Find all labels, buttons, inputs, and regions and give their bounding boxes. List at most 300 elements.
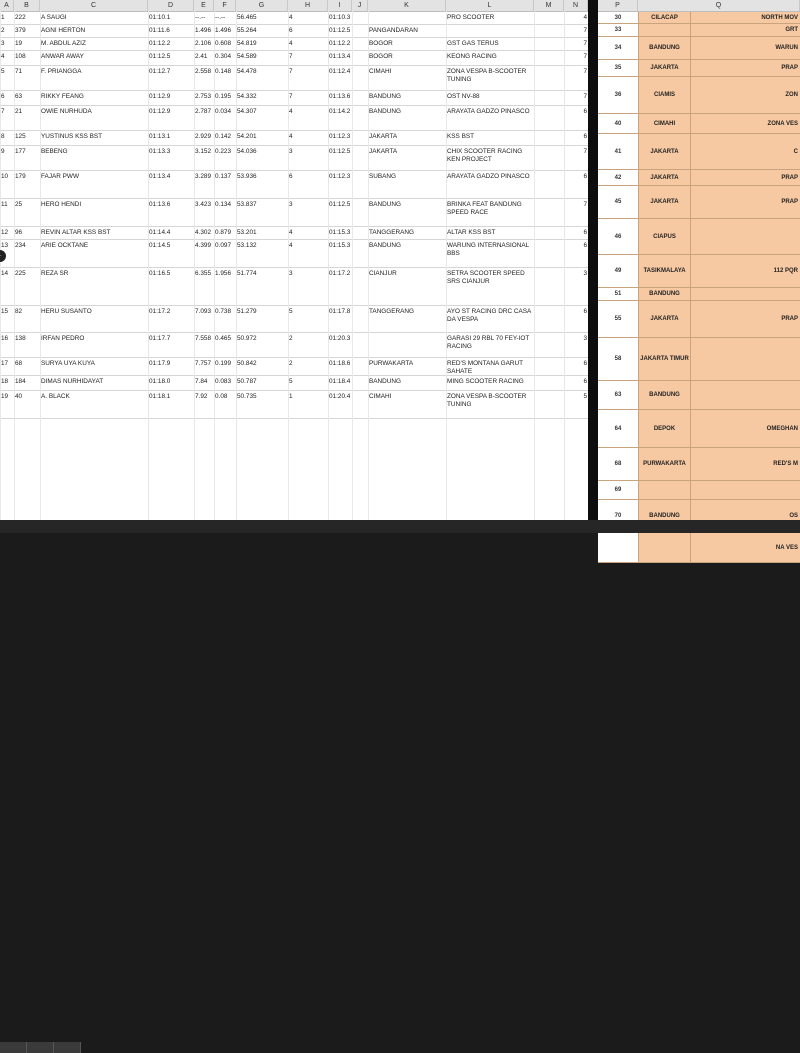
right-cell-r[interactable]	[690, 288, 800, 300]
cell-k[interactable]: JAKARTA	[369, 148, 398, 155]
right-cell-q[interactable]: CIAMIS	[638, 77, 690, 113]
cell-l[interactable]: SETRA SCOOTER SPEED SRS CIANJUR	[447, 270, 525, 285]
cell-a[interactable]: 2	[1, 27, 5, 34]
cell-a[interactable]: 19	[1, 393, 9, 400]
cell-n[interactable]: 6	[583, 173, 587, 180]
cell-b[interactable]: 125	[15, 133, 26, 140]
cell-f[interactable]: 0.142	[215, 133, 231, 140]
cell-g[interactable]: 50.735	[237, 393, 257, 400]
cell-l[interactable]: KEONG RACING	[447, 53, 497, 60]
cell-l[interactable]: ZONA VESPA B-SCOOTER TUNING	[447, 393, 527, 408]
right-cell-p[interactable]: 34	[598, 37, 638, 59]
right-cell-q[interactable]: BANDUNG	[638, 288, 690, 300]
cell-c[interactable]: ANWAR AWAY	[41, 53, 84, 60]
cell-f[interactable]: 0.738	[215, 308, 231, 315]
cell-g[interactable]: 54.307	[237, 108, 257, 115]
cell-g[interactable]: 50.972	[237, 335, 257, 342]
column-header-c[interactable]: C	[40, 0, 148, 11]
cell-a[interactable]: 5	[1, 68, 5, 75]
right-cell-q[interactable]: PURWAKARTA	[638, 448, 690, 480]
column-header-i[interactable]: I	[328, 0, 352, 11]
cell-l[interactable]: ALTAR KSS BST	[447, 229, 496, 236]
right-cell-q[interactable]: JAKARTA	[638, 60, 690, 76]
cell-h[interactable]: 6	[289, 173, 293, 180]
table-row[interactable]	[598, 60, 800, 77]
right-cell-r[interactable]: ZONA VES	[690, 114, 800, 133]
cell-g[interactable]: 50.842	[237, 360, 257, 367]
right-cell-r[interactable]	[690, 481, 800, 499]
cell-h[interactable]: 3	[289, 148, 293, 155]
cell-f[interactable]: 0.304	[215, 53, 231, 60]
right-cell-q[interactable]: BANDUNG	[638, 381, 690, 409]
cell-l[interactable]: KSS BST	[447, 133, 474, 140]
cell-n[interactable]: 7	[583, 40, 587, 47]
cell-i[interactable]: 01:13.6	[329, 93, 351, 100]
cell-e[interactable]: 2.41	[195, 53, 208, 60]
cell-h[interactable]: 4	[289, 14, 293, 21]
cell-f[interactable]: 0.134	[215, 201, 231, 208]
cell-d[interactable]: 01:12.5	[149, 53, 171, 60]
cell-k[interactable]	[369, 333, 445, 358]
cell-g[interactable]: 54.036	[237, 148, 257, 155]
right-cell-r[interactable]	[690, 381, 800, 409]
cell-b[interactable]: 21	[15, 108, 23, 115]
cell-d[interactable]: 01:13.6	[149, 201, 171, 208]
table-row[interactable]	[598, 134, 800, 170]
column-header-n[interactable]: N	[564, 0, 588, 11]
cell-l[interactable]: ARAYATA GADZO PINASCO	[447, 173, 530, 180]
cell-a[interactable]: 16	[1, 335, 9, 342]
cell-e[interactable]: 3.152	[195, 148, 211, 155]
table-row[interactable]	[0, 106, 588, 131]
cell-k[interactable]: BANDUNG	[369, 201, 401, 208]
cell-k[interactable]: BOGOR	[369, 40, 393, 47]
cell-n[interactable]: 7	[583, 201, 587, 208]
cell-b[interactable]: 225	[15, 270, 26, 277]
cell-d[interactable]: 01:12.9	[149, 108, 171, 115]
cell-b[interactable]: 82	[15, 308, 23, 315]
cell-d[interactable]: 01:17.7	[149, 335, 171, 342]
cell-l[interactable]: GST GAS TERUS	[447, 40, 499, 47]
cell-h[interactable]: 1	[289, 393, 293, 400]
table-row[interactable]	[0, 376, 588, 391]
right-cell-q[interactable]	[638, 481, 690, 499]
column-header-e[interactable]: E	[194, 0, 214, 11]
right-cell-r[interactable]: NORTH MOV	[690, 12, 800, 23]
cell-i[interactable]: 01:12.2	[329, 40, 351, 47]
cell-c[interactable]: YUSTINUS KSS BST	[41, 133, 103, 140]
cell-h[interactable]: 7	[289, 93, 293, 100]
window-divider[interactable]	[588, 0, 598, 520]
cell-g[interactable]: 50.787	[237, 378, 257, 385]
cell-f[interactable]: 0.034	[215, 108, 231, 115]
cell-g[interactable]: 51.774	[237, 270, 257, 277]
right-cell-p[interactable]: 63	[598, 381, 638, 409]
right-cell-q[interactable]	[638, 24, 690, 36]
cell-i[interactable]: 01:20.3	[329, 335, 351, 342]
table-row[interactable]	[0, 66, 588, 91]
right-cell-p[interactable]	[598, 533, 638, 562]
cell-b[interactable]: 184	[15, 378, 26, 385]
cell-i[interactable]: 01:18.4	[329, 378, 351, 385]
table-row[interactable]	[0, 199, 588, 227]
cell-e[interactable]: 2.787	[195, 108, 211, 115]
cell-i[interactable]: 01:15.3	[329, 229, 351, 236]
table-row[interactable]	[0, 391, 588, 419]
right-cell-r[interactable]: RED'S M	[690, 448, 800, 480]
cell-e[interactable]: 7.84	[195, 378, 208, 385]
cell-f[interactable]: 0.199	[215, 360, 231, 367]
cell-g[interactable]: 53.936	[237, 173, 257, 180]
right-cell-p[interactable]: 45	[598, 186, 638, 218]
cell-n[interactable]: 3	[583, 270, 587, 277]
cell-c[interactable]: A. BLACK	[41, 393, 70, 400]
cell-h[interactable]: 7	[289, 68, 293, 75]
cell-n[interactable]: 7	[583, 93, 587, 100]
cell-a[interactable]: 6	[1, 93, 5, 100]
right-cell-p[interactable]: 41	[598, 134, 638, 169]
table-row[interactable]	[598, 381, 800, 410]
table-row[interactable]	[598, 288, 800, 301]
table-row[interactable]	[0, 240, 588, 268]
cell-e[interactable]: 2.929	[195, 133, 211, 140]
cell-a[interactable]: 10	[1, 173, 9, 180]
cell-l[interactable]: PRO SCOOTER	[447, 14, 495, 21]
right-cell-r[interactable]: GRT	[690, 24, 800, 36]
column-header-m[interactable]: M	[534, 0, 564, 11]
cell-i[interactable]: 01:12.3	[329, 133, 351, 140]
cell-d[interactable]: 01:12.2	[149, 40, 171, 47]
cell-b[interactable]: 25	[15, 201, 23, 208]
cell-b[interactable]: 138	[15, 335, 26, 342]
cell-f[interactable]: 0.083	[215, 378, 231, 385]
cell-b[interactable]: 40	[15, 393, 23, 400]
right-cell-q[interactable]: JAKARTA	[638, 170, 690, 185]
cell-d[interactable]: 01:12.9	[149, 93, 171, 100]
cell-k[interactable]: BANDUNG	[369, 108, 401, 115]
cell-h[interactable]: 5	[289, 378, 293, 385]
cell-n[interactable]: 6	[583, 378, 587, 385]
cell-i[interactable]: 01:12.4	[329, 68, 351, 75]
cell-b[interactable]: 179	[15, 173, 26, 180]
cell-d[interactable]: 01:18.1	[149, 393, 171, 400]
cell-c[interactable]: OWIE NURHUDA	[41, 108, 92, 115]
cell-k[interactable]: BANDUNG	[369, 242, 401, 249]
cell-l[interactable]: OST NV-88	[447, 93, 480, 100]
cell-c[interactable]: DIMAS NURHIDAYAT	[41, 378, 104, 385]
right-cell-p[interactable]: 35	[598, 60, 638, 76]
right-cell-p[interactable]: 64	[598, 410, 638, 447]
cell-h[interactable]: 5	[289, 308, 293, 315]
cell-k[interactable]: TANGGERANG	[369, 308, 414, 315]
cell-h[interactable]: 4	[289, 40, 293, 47]
table-row[interactable]	[0, 12, 588, 25]
cell-g[interactable]: 54.201	[237, 133, 257, 140]
cell-i[interactable]: 01:12.5	[329, 27, 351, 34]
right-cell-q[interactable]: CIMAHI	[638, 114, 690, 133]
cell-e[interactable]: 3.423	[195, 201, 211, 208]
cell-c[interactable]: A SAUGI	[41, 14, 67, 21]
right-cell-q[interactable]: DEPOK	[638, 410, 690, 447]
cell-b[interactable]: 177	[15, 148, 26, 155]
cell-i[interactable]: 01:12.5	[329, 201, 351, 208]
cell-d[interactable]: 01:14.5	[149, 242, 171, 249]
cell-b[interactable]: 222	[15, 14, 26, 21]
cell-e[interactable]: 7.093	[195, 308, 211, 315]
table-row[interactable]	[0, 268, 588, 306]
cell-d[interactable]: 01:12.7	[149, 68, 171, 75]
cell-d[interactable]: 01:11.6	[149, 27, 170, 34]
cell-a[interactable]: 8	[1, 133, 5, 140]
right-cell-r[interactable]: PRAP	[690, 186, 800, 218]
table-row[interactable]	[598, 24, 800, 37]
cell-c[interactable]: REVIN ALTAR KSS BST	[41, 229, 111, 236]
cell-b[interactable]: 63	[15, 93, 23, 100]
cell-k[interactable]: PURWAKARTA	[369, 360, 414, 367]
cell-i[interactable]: 01:17.2	[329, 270, 351, 277]
cell-k[interactable]: BANDUNG	[369, 93, 401, 100]
right-cell-q[interactable]: CIAPUS	[638, 219, 690, 254]
cell-b[interactable]: 108	[15, 53, 26, 60]
cell-n[interactable]: 7	[583, 68, 587, 75]
cell-i[interactable]: 01:14.2	[329, 108, 351, 115]
cell-k[interactable]: CIMAHI	[369, 393, 392, 400]
sheet-tab-2[interactable]	[27, 1042, 54, 1053]
right-column-header-p[interactable]: P	[598, 0, 638, 11]
table-row[interactable]	[0, 25, 588, 38]
cell-e[interactable]: 7.558	[195, 335, 211, 342]
right-cell-p[interactable]: 42	[598, 170, 638, 185]
cell-i[interactable]: 01:12.5	[329, 148, 351, 155]
table-row[interactable]	[0, 227, 588, 240]
table-row[interactable]	[598, 301, 800, 338]
cell-n[interactable]: 7	[583, 27, 587, 34]
cell-d[interactable]: 01:13.1	[149, 133, 171, 140]
right-cell-q[interactable]: TASIKMALAYA	[638, 255, 690, 287]
column-header-j[interactable]: J	[352, 0, 368, 11]
cell-i[interactable]: 01:15.3	[329, 242, 351, 249]
cell-g[interactable]: 55.264	[237, 27, 257, 34]
cell-h[interactable]: 4	[289, 242, 293, 249]
cell-c[interactable]: IRFAN PEDRO	[41, 335, 85, 342]
cell-l[interactable]: CHIX SCOOTER RACING KEN PROJECT	[447, 148, 523, 163]
cell-c[interactable]: M. ABDUL AZIZ	[41, 40, 86, 47]
cell-n[interactable]: 7	[583, 53, 587, 60]
cell-f[interactable]: 0.137	[215, 173, 231, 180]
cell-a[interactable]: 9	[1, 148, 5, 155]
cell-k[interactable]: CIANJUR	[369, 270, 397, 277]
column-header-b[interactable]: B	[14, 0, 40, 11]
cell-f[interactable]: 0.223	[215, 148, 231, 155]
cell-a[interactable]: 3	[1, 40, 5, 47]
cell-c[interactable]: ARIE OCKTANE	[41, 242, 89, 249]
column-header-f[interactable]: F	[214, 0, 236, 11]
cell-k[interactable]	[369, 12, 445, 25]
cell-f[interactable]: 0.608	[215, 40, 231, 47]
table-row[interactable]	[0, 358, 588, 376]
cell-c[interactable]: AGNI HERTON	[41, 27, 86, 34]
cell-h[interactable]: 3	[289, 201, 293, 208]
table-row[interactable]	[0, 131, 588, 146]
cell-f[interactable]: 0.879	[215, 229, 231, 236]
cell-f[interactable]: 0.097	[215, 242, 231, 249]
cell-n[interactable]: 7	[583, 148, 587, 155]
cell-a[interactable]: 11	[1, 201, 8, 208]
right-cell-p[interactable]: 30	[598, 12, 638, 23]
cell-l[interactable]: AYO ST RACING DRC CASA DA VESPA	[447, 308, 531, 323]
cell-g[interactable]: 54.589	[237, 53, 257, 60]
cell-h[interactable]: 4	[289, 229, 293, 236]
cell-e[interactable]: 6.355	[195, 270, 211, 277]
cell-n[interactable]: 6	[583, 360, 587, 367]
cell-h[interactable]: 4	[289, 108, 293, 115]
right-cell-p[interactable]: 33	[598, 24, 638, 36]
table-row[interactable]	[0, 306, 588, 333]
right-cell-r[interactable]: OS	[690, 500, 800, 532]
right-cell-p[interactable]: 46	[598, 219, 638, 254]
table-row[interactable]	[598, 77, 800, 114]
right-cell-r[interactable]: PRAP	[690, 170, 800, 185]
cell-g[interactable]: 53.201	[237, 229, 257, 236]
cell-f[interactable]: 1.496	[215, 27, 231, 34]
right-cell-r[interactable]: NA VES	[690, 533, 800, 562]
cell-g[interactable]: 54.819	[237, 40, 257, 47]
cell-d[interactable]: 01:13.3	[149, 148, 171, 155]
cell-c[interactable]: HERU SUSANTO	[41, 308, 92, 315]
cell-d[interactable]: 01:17.9	[149, 360, 171, 367]
cell-e[interactable]: 4.302	[195, 229, 211, 236]
cell-g[interactable]: 53.132	[237, 242, 257, 249]
column-header-d[interactable]: D	[148, 0, 194, 11]
table-row[interactable]	[598, 114, 800, 134]
cell-c[interactable]: RIKKY FEANG	[41, 93, 84, 100]
right-cell-r[interactable]: OMEGHAN	[690, 410, 800, 447]
cell-l[interactable]: WARUNG INTERNASIONAL BBS	[447, 242, 529, 257]
right-cell-r[interactable]	[690, 338, 800, 380]
right-cell-q[interactable]: JAKARTA	[638, 301, 690, 337]
right-cell-p[interactable]: 70	[598, 500, 638, 532]
column-header-k[interactable]: K	[368, 0, 446, 11]
right-cell-r[interactable]: WARUN	[690, 37, 800, 59]
cell-h[interactable]: 2	[289, 360, 293, 367]
cell-l[interactable]	[447, 25, 533, 38]
cell-f[interactable]: 0.148	[215, 68, 231, 75]
sheet-tab-bar[interactable]	[0, 520, 800, 533]
table-row[interactable]	[598, 338, 800, 381]
table-row[interactable]	[0, 146, 588, 171]
cell-n[interactable]: 6	[583, 108, 587, 115]
cell-n[interactable]: 4	[583, 14, 587, 21]
column-header-h[interactable]: H	[288, 0, 328, 11]
cell-n[interactable]: 6	[583, 229, 587, 236]
table-row[interactable]	[598, 255, 800, 288]
right-cell-q[interactable]: BANDUNG	[638, 500, 690, 532]
right-column-header-q[interactable]: Q	[638, 0, 800, 11]
cell-b[interactable]: 379	[15, 27, 26, 34]
right-cell-r[interactable]: ZON	[690, 77, 800, 113]
table-row[interactable]	[598, 448, 800, 481]
cell-l[interactable]: RED'S MONTANA GARUT SAHATE	[447, 360, 523, 375]
cell-i[interactable]: 01:18.6	[329, 360, 351, 367]
cell-e[interactable]: 2.558	[195, 68, 211, 75]
cell-h[interactable]: 6	[289, 27, 293, 34]
cell-g[interactable]: 53.837	[237, 201, 257, 208]
right-cell-r[interactable]	[690, 219, 800, 254]
cell-a[interactable]: 14	[1, 270, 9, 277]
cell-k[interactable]: TANGGERANG	[369, 229, 414, 236]
right-cell-p[interactable]: 55	[598, 301, 638, 337]
cell-f[interactable]: 1.956	[215, 270, 231, 277]
cell-a[interactable]: 1	[1, 14, 5, 21]
table-row[interactable]	[598, 37, 800, 60]
cell-k[interactable]: JAKARTA	[369, 133, 398, 140]
cell-f[interactable]: 0.195	[215, 93, 231, 100]
cell-c[interactable]: HERO HENDI	[41, 201, 82, 208]
cell-a[interactable]: 18	[1, 378, 9, 385]
cell-f[interactable]: --.--	[215, 14, 226, 21]
cell-e[interactable]: 7.757	[195, 360, 211, 367]
cell-l[interactable]: MING SCOOTER RACING	[447, 378, 524, 385]
cell-g[interactable]: 54.478	[237, 68, 257, 75]
right-cell-p[interactable]: 40	[598, 114, 638, 133]
cell-d[interactable]: 01:14.4	[149, 229, 171, 236]
cell-i[interactable]: 01:10.3	[329, 14, 351, 21]
cell-k[interactable]: PANGANDARAN	[369, 27, 418, 34]
cell-h[interactable]: 4	[289, 133, 293, 140]
cell-k[interactable]: SUBANG	[369, 173, 396, 180]
cell-n[interactable]: 5	[583, 393, 587, 400]
cell-h[interactable]: 2	[289, 335, 293, 342]
cell-i[interactable]: 01:12.3	[329, 173, 351, 180]
cell-a[interactable]: 15	[1, 308, 9, 315]
table-row[interactable]	[0, 171, 588, 199]
table-row[interactable]	[598, 170, 800, 186]
column-header-a[interactable]: A	[0, 0, 14, 11]
cell-e[interactable]: 7.92	[195, 393, 208, 400]
right-cell-r[interactable]: C	[690, 134, 800, 169]
table-row[interactable]	[0, 38, 588, 51]
table-row[interactable]	[0, 51, 588, 66]
cell-f[interactable]: 0.08	[215, 393, 228, 400]
cell-e[interactable]: 4.399	[195, 242, 211, 249]
right-cell-p[interactable]: 36	[598, 77, 638, 113]
cell-d[interactable]: 01:18.0	[149, 378, 171, 385]
table-row[interactable]	[598, 481, 800, 500]
cell-c[interactable]: REZA SR	[41, 270, 69, 277]
cell-k[interactable]: BANDUNG	[369, 378, 401, 385]
cell-b[interactable]: 71	[15, 68, 23, 75]
sheet-tab-1[interactable]	[0, 1042, 27, 1053]
table-row[interactable]	[598, 186, 800, 219]
cell-d[interactable]: 01:16.5	[149, 270, 171, 277]
right-cell-p[interactable]: 51	[598, 288, 638, 300]
right-cell-r[interactable]: PRAP	[690, 60, 800, 76]
table-row[interactable]	[598, 533, 800, 563]
column-header-l[interactable]: L	[446, 0, 534, 11]
cell-c[interactable]: FAJAR PWW	[41, 173, 79, 180]
cell-k[interactable]: BOGOR	[369, 53, 393, 60]
cell-i[interactable]: 01:13.4	[329, 53, 351, 60]
right-cell-q[interactable]	[638, 533, 690, 562]
cell-b[interactable]: 68	[15, 360, 23, 367]
table-row[interactable]	[0, 91, 588, 106]
cell-g[interactable]: 56.465	[237, 14, 257, 21]
right-cell-q[interactable]: BANDUNG	[638, 37, 690, 59]
right-cell-p[interactable]: 68	[598, 448, 638, 480]
right-cell-p[interactable]: 58	[598, 338, 638, 380]
cell-i[interactable]: 01:20.4	[329, 393, 351, 400]
cell-e[interactable]: 1.496	[195, 27, 211, 34]
